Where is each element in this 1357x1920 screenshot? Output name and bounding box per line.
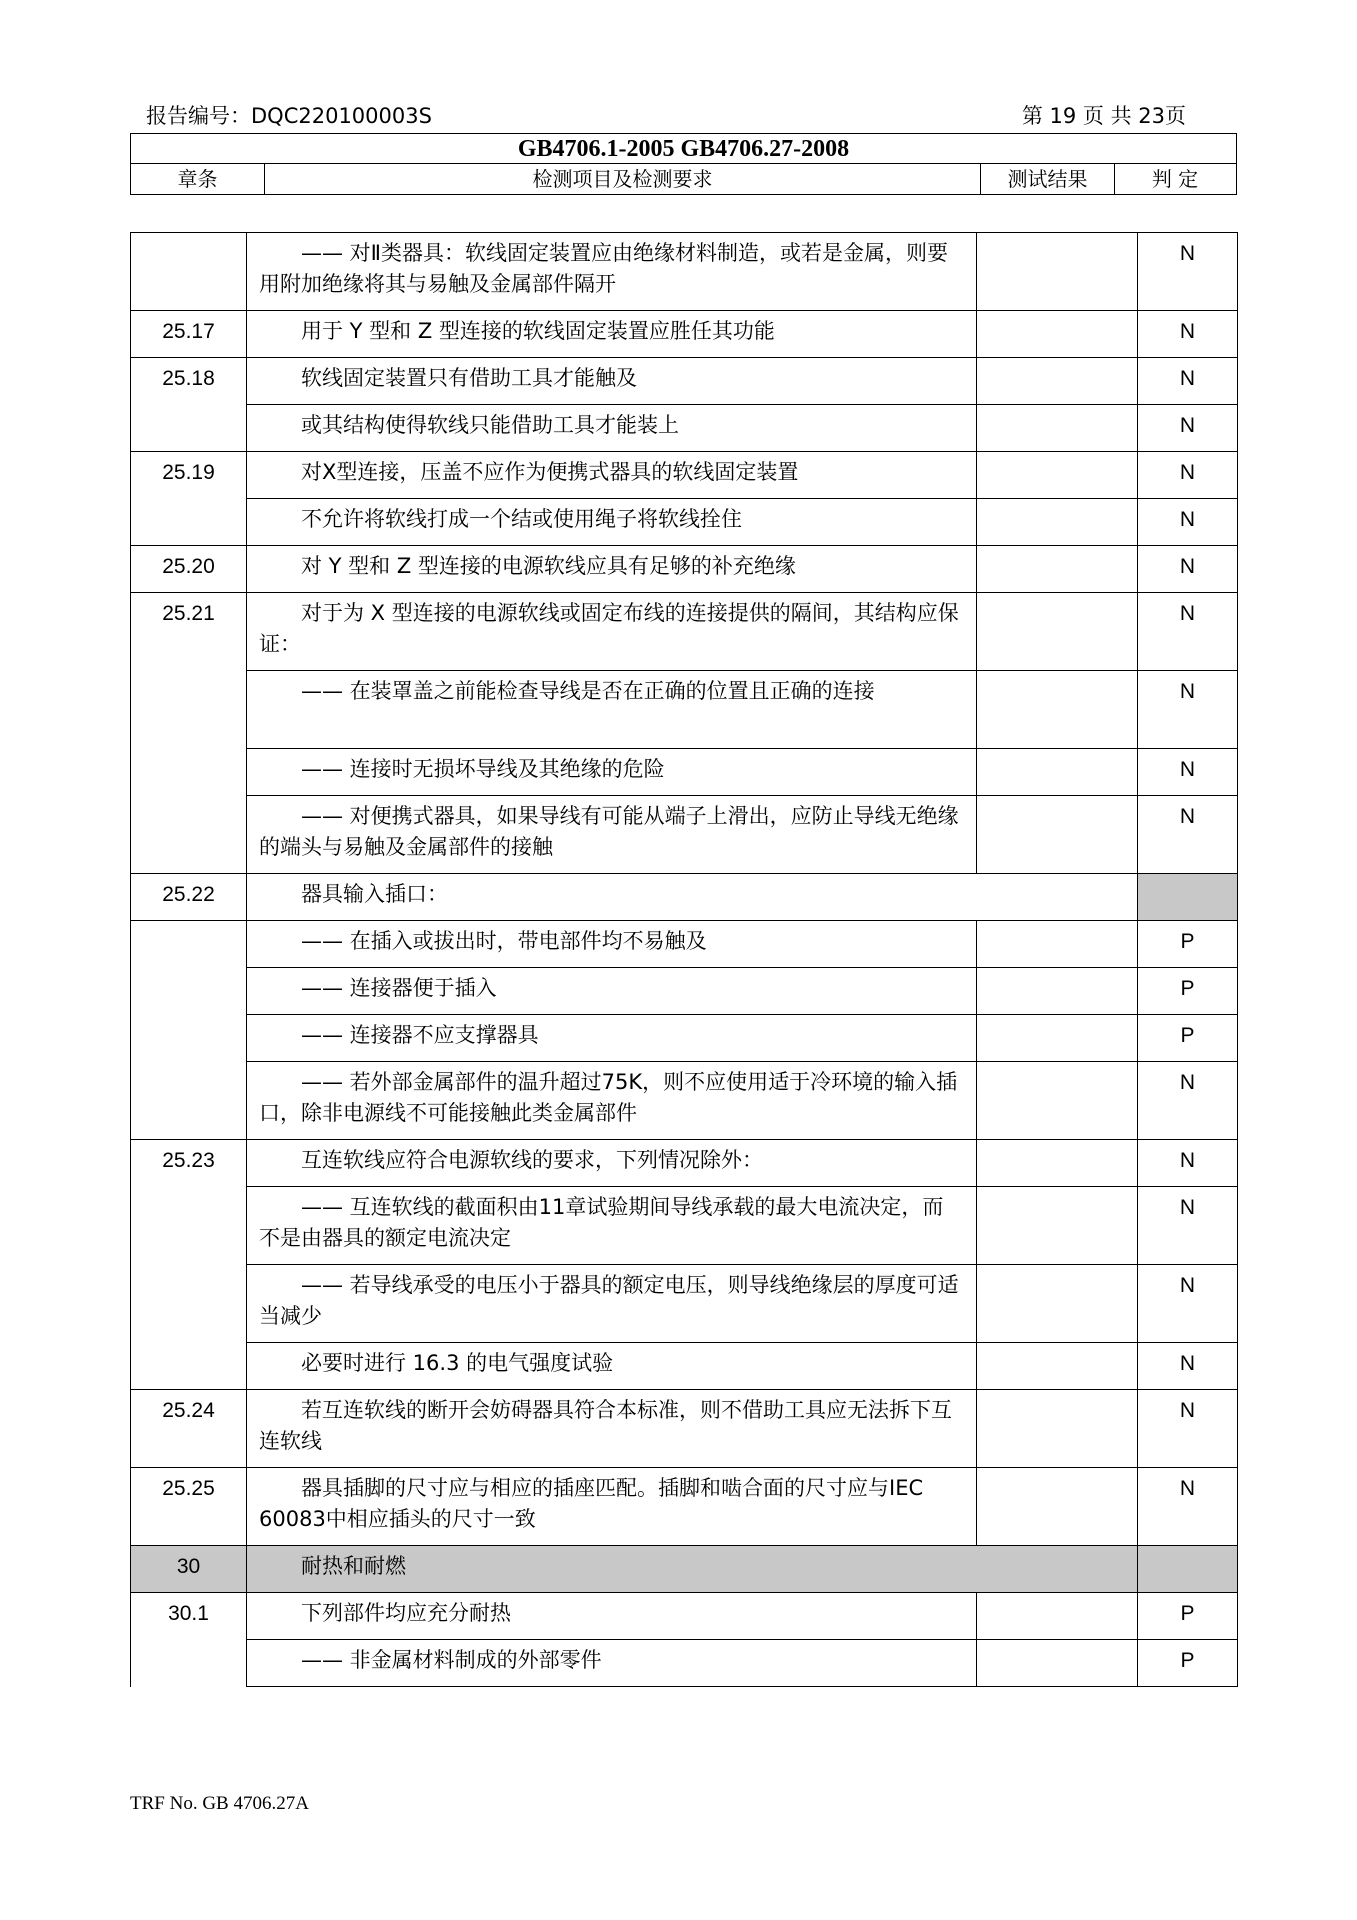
- result-cell: [977, 1140, 1138, 1187]
- clause-cell: 25.18: [131, 358, 247, 405]
- footer-trf-number: TRF No. GB 4706.27A: [130, 1793, 309, 1814]
- requirement-text: 或其结构使得软线只能借助工具才能装上: [301, 413, 679, 437]
- table-row: [131, 233, 1238, 311]
- clause-cell: [131, 671, 247, 749]
- requirement-text: 不允许将软线打成一个结或使用绳子将软线拴住: [301, 507, 742, 531]
- verdict-cell: N: [1138, 796, 1238, 874]
- result-cell: [977, 968, 1138, 1015]
- table-row: [131, 1640, 1238, 1687]
- section-row: [131, 1546, 1238, 1593]
- verdict-cell: N: [1138, 1062, 1238, 1140]
- clause-cell: [131, 405, 247, 452]
- clause-cell: 25.19: [131, 452, 247, 499]
- result-cell: [977, 1265, 1138, 1343]
- table-header: [130, 133, 1237, 195]
- table-row: [131, 1343, 1238, 1390]
- result-cell: [977, 1390, 1138, 1468]
- result-cell: [977, 1015, 1138, 1062]
- result-cell: [977, 452, 1138, 499]
- clause-cell: 25.24: [131, 1390, 247, 1468]
- requirement-cell: [247, 1187, 977, 1265]
- requirement-cell: [247, 1468, 977, 1546]
- clause-cell: 25.20: [131, 546, 247, 593]
- table-row: [131, 1468, 1238, 1546]
- requirement-text: —— 若导线承受的电压小于器具的额定电压，则导线绝缘层的厚度可适当减少: [259, 1273, 959, 1328]
- requirement-text: —— 连接器不应支撑器具: [301, 1023, 539, 1047]
- table-row: [131, 1062, 1238, 1140]
- requirement-text: 互连软线应符合电源软线的要求，下列情况除外：: [301, 1148, 763, 1172]
- requirement-cell: [247, 874, 1138, 921]
- clause-cell: [131, 1062, 247, 1140]
- result-cell: [977, 1593, 1138, 1640]
- requirement-text: —— 对便携式器具，如果导线有可能从端子上滑出，应防止导线无绝缘的端头与易触及金属部件的接触: [259, 804, 959, 859]
- clause-cell: [131, 1187, 247, 1265]
- verdict-cell: N: [1138, 452, 1238, 499]
- clause-cell: 30.1: [131, 1593, 247, 1640]
- result-cell: [977, 499, 1138, 546]
- table-row: [131, 1390, 1238, 1468]
- table-row: [131, 968, 1238, 1015]
- result-cell: [977, 796, 1138, 874]
- requirement-text: 若互连软线的断开会妨碍器具符合本标准，则不借助工具应无法拆下互连软线: [259, 1398, 952, 1453]
- requirement-cell: [247, 452, 977, 499]
- requirement-cell: [247, 671, 977, 749]
- requirement-cell: [247, 1343, 977, 1390]
- table-row: [131, 796, 1238, 874]
- verdict-cell: N: [1138, 1187, 1238, 1265]
- page-number: 第 19 页 共 23页: [1021, 104, 1186, 128]
- result-cell: [977, 593, 1138, 671]
- requirement-cell: [247, 358, 977, 405]
- result-cell: [977, 1343, 1138, 1390]
- clause-cell: [131, 1343, 247, 1390]
- result-cell: [977, 233, 1138, 311]
- requirement-text: 对于为 X 型连接的电源软线或固定布线的连接提供的隔间，其结构应保证：: [259, 601, 959, 656]
- requirement-text: —— 互连软线的截面积由11章试验期间导线承载的最大电流决定，而不是由器具的额定电流决定: [259, 1195, 944, 1250]
- table-row: [131, 593, 1238, 671]
- requirement-cell: [247, 968, 977, 1015]
- page-header: [146, 100, 1186, 130]
- result-cell: [977, 1062, 1138, 1140]
- table-row: [131, 1140, 1238, 1187]
- clause-cell: [131, 1015, 247, 1062]
- requirement-text: 对X型连接，压盖不应作为便携式器具的软线固定装置: [301, 460, 799, 484]
- table-row: [131, 749, 1238, 796]
- result-cell: [977, 921, 1138, 968]
- verdict-cell: N: [1138, 499, 1238, 546]
- verdict-cell: N: [1138, 1390, 1238, 1468]
- clause-cell: 25.17: [131, 311, 247, 358]
- table-row: [131, 921, 1238, 968]
- requirement-cell: [247, 499, 977, 546]
- verdict-cell: N: [1138, 1140, 1238, 1187]
- requirement-cell: [247, 593, 977, 671]
- clause-cell: [131, 1265, 247, 1343]
- verdict-cell: N: [1138, 749, 1238, 796]
- clause-cell: [131, 233, 247, 311]
- requirement-cell: [247, 1390, 977, 1468]
- table-row: [131, 546, 1238, 593]
- verdict-cell: N: [1138, 358, 1238, 405]
- table-row: [131, 358, 1238, 405]
- result-cell: [977, 1468, 1138, 1546]
- requirement-cell: [247, 1015, 977, 1062]
- table-row: [131, 452, 1238, 499]
- verdict-cell: N: [1138, 311, 1238, 358]
- table-row: [131, 671, 1238, 749]
- verdict-cell: N: [1138, 233, 1238, 311]
- clause-cell: [131, 968, 247, 1015]
- requirement-cell: [247, 405, 977, 452]
- requirement-cell: [247, 921, 977, 968]
- requirement-cell: [247, 1640, 977, 1687]
- requirement-cell: [247, 233, 977, 311]
- requirement-text: —— 连接时无损坏导线及其绝缘的危险: [301, 757, 665, 781]
- verdict-cell: N: [1138, 546, 1238, 593]
- clause-cell: [131, 749, 247, 796]
- table-row: [131, 1015, 1238, 1062]
- table-row: [131, 1187, 1238, 1265]
- table-row: [131, 499, 1238, 546]
- requirement-text: —— 对Ⅱ类器具：软线固定装置应由绝缘材料制造，或若是金属，则要用附加绝缘将其与易触及金属部件隔开: [259, 241, 949, 296]
- requirement-text: —— 非金属材料制成的外部零件: [301, 1648, 602, 1672]
- column-header-requirement: 检测项目及检测要求: [264, 164, 980, 194]
- requirement-cell: [247, 311, 977, 358]
- requirement-text: —— 若外部金属部件的温升超过75K，则不应使用适于冷环境的输入插口，除非电源线不可能接触此类金属部件: [259, 1070, 958, 1125]
- requirement-text: —— 在装罩盖之前能检查导线是否在正确的位置且正确的连接: [301, 679, 875, 703]
- clause-cell: [131, 921, 247, 968]
- table-row: [131, 1593, 1238, 1640]
- requirement-cell: [247, 1546, 1138, 1593]
- requirement-text: 用于 Y 型和 Z 型连接的软线固定装置应胜任其功能: [301, 319, 775, 343]
- requirement-text: 器具插脚的尺寸应与相应的插座匹配。插脚和啮合面的尺寸应与IEC 60083中相应插头的尺寸一致: [259, 1476, 924, 1531]
- verdict-cell: N: [1138, 1265, 1238, 1343]
- requirement-text: —— 在插入或拔出时，带电部件均不易触及: [301, 929, 707, 953]
- report-number: 报告编号：DQC220100003S: [146, 104, 432, 128]
- verdict-cell: N: [1138, 405, 1238, 452]
- result-cell: [977, 311, 1138, 358]
- requirement-text: 对 Y 型和 Z 型连接的电源软线应具有足够的补充绝缘: [301, 554, 796, 578]
- result-cell: [977, 1640, 1138, 1687]
- requirement-cell: [247, 1593, 977, 1640]
- verdict-cell: P: [1138, 921, 1238, 968]
- column-header-clause: 章条: [177, 167, 218, 191]
- requirement-text: 软线固定装置只有借助工具才能触及: [301, 366, 637, 390]
- clause-cell: [131, 1640, 247, 1687]
- requirement-text: 必要时进行 16.3 的电气强度试验: [301, 1351, 614, 1375]
- clause-table: [130, 232, 1237, 1687]
- clause-cell: [131, 499, 247, 546]
- verdict-cell: N: [1138, 1468, 1238, 1546]
- requirement-text: 下列部件均应充分耐热: [301, 1601, 511, 1625]
- result-cell: [977, 1187, 1138, 1265]
- clause-cell: 25.22: [131, 874, 247, 921]
- verdict-cell: P: [1138, 1593, 1238, 1640]
- requirement-cell: [247, 1062, 977, 1140]
- verdict-cell: [1138, 874, 1238, 921]
- requirement-text: —— 连接器便于插入: [301, 976, 497, 1000]
- table-row: [131, 311, 1238, 358]
- verdict-cell: N: [1138, 671, 1238, 749]
- clause-cell: 25.25: [131, 1468, 247, 1546]
- result-cell: [977, 546, 1138, 593]
- requirement-cell: [247, 1140, 977, 1187]
- table-row: [131, 405, 1238, 452]
- verdict-cell: P: [1138, 1640, 1238, 1687]
- verdict-cell: P: [1138, 1015, 1238, 1062]
- requirement-text: 器具输入插口：: [301, 882, 448, 906]
- verdict-cell: [1138, 1546, 1238, 1593]
- result-cell: [977, 749, 1138, 796]
- verdict-cell: N: [1138, 593, 1238, 671]
- section-title: 耐热和耐燃: [301, 1554, 406, 1578]
- verdict-cell: P: [1138, 968, 1238, 1015]
- standards-title: GB4706.1-2005 GB4706.27-2008: [131, 134, 1236, 164]
- clause-cell: [131, 796, 247, 874]
- requirement-cell: [247, 1265, 977, 1343]
- verdict-cell: N: [1138, 1343, 1238, 1390]
- result-cell: [977, 405, 1138, 452]
- requirement-cell: [247, 749, 977, 796]
- requirement-cell: [247, 546, 977, 593]
- requirement-cell: [247, 796, 977, 874]
- result-cell: [977, 358, 1138, 405]
- clause-cell: 25.21: [131, 593, 247, 671]
- column-header-result: 测试结果: [980, 164, 1114, 194]
- clause-cell: 30: [131, 1546, 247, 1593]
- table-row: [131, 874, 1238, 921]
- column-header-verdict: 判 定: [1114, 164, 1235, 194]
- clause-cell: 25.23: [131, 1140, 247, 1187]
- result-cell: [977, 671, 1138, 749]
- table-row: [131, 1265, 1238, 1343]
